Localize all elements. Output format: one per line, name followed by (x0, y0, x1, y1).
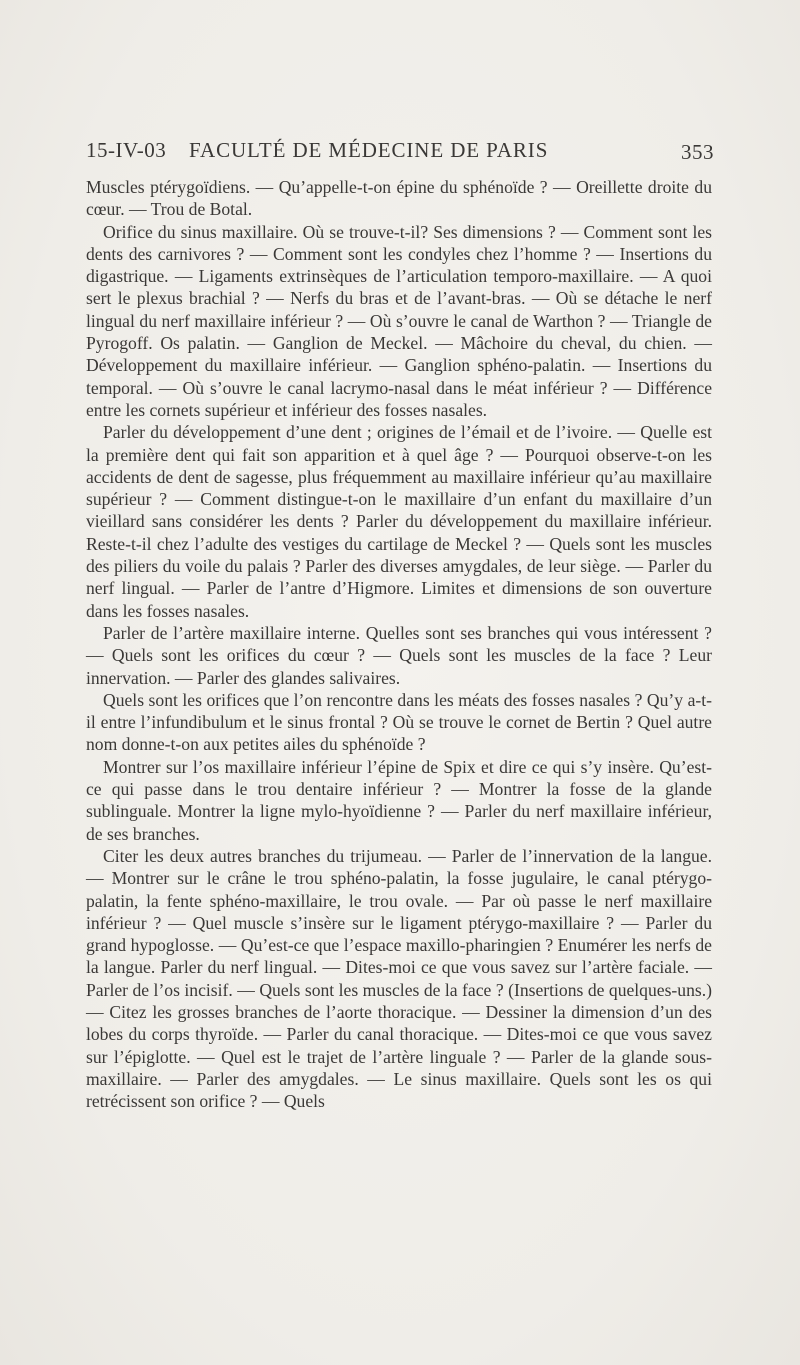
paragraph: Quels sont les orifices que l’on rencontre dans les méats des fosses nasales ? Qu’y a-t-il entre l’infundibulum et le sinus frontal ? Où se trouve le cornet de Bertin ? Quel autre nom donne-t-on aux petites ailes du sphénoïde ? (86, 689, 712, 755)
paragraph: Parler du développement d’une dent ; origines de l’émail et de l’ivoire. — Quelle est la première dent qui fait son apparition et à quel âge ? — Pourquoi observe-t-on les accidents de dent de sagesse, plus fréquemment au maxillaire inférieur qu’au maxillaire supérieur ? — Comment distingue-t-on le maxillaire d’un enfant du maxillaire d’un vieillard sans considérer les dents ? Parler du développement du maxillaire inférieur. Reste-t-il chez l’adulte des vestiges du cartilage de Meckel ? — Quels sont les muscles des piliers du voile du palais ? Parler des diverses amygdales, de leur siège. — Parler du nerf lingual. — Parler de l’antre d’Higmore. Limites et dimensions de son ouverture dans les fosses nasales. (86, 422, 712, 621)
body-text (86, 176, 712, 1112)
running-title: FACULTÉ DE MÉDECINE DE PARIS (189, 138, 549, 162)
paragraph: Montrer sur l’os maxillaire inférieur l’épine de Spix et dire ce qui s’y insère. Qu’est-ce qui passe dans le trou dentaire inférieur ? — Montrer la fosse de la glande sublinguale. Montrer la ligne mylo-hyoïdienne ? — Parler du nerf maxillaire inférieur, de ses branches. (86, 756, 712, 844)
page-header (86, 138, 714, 168)
paragraph: Orifice du sinus maxillaire. Où se trouve-t-il? Ses dimensions ? — Comment sont les dents des carnivores ? — Comment sont les condyles chez l’homme ? — Insertions du digastrique. — Ligaments extrinsèques de l’articulation temporo-maxillaire. — A quoi sert le plexus brachial ? — Nerfs du bras et de l’avant-bras. — Où se détache le nerf lingual du nerf maxillaire inférieur ? — Où s’ouvre le canal de Warthon ? — Triangle de Pyrogoff. Os palatin. — Ganglion de Meckel. — Mâchoire du cheval, du chien. — Développement du maxillaire inférieur. — Ganglion sphéno-palatin. — Insertions du temporal. — Où s’ouvre le canal lacrymo-nasal dans le méat inférieur ? — Différence entre les cornets supérieur et inférieur des fosses nasales. (86, 221, 712, 420)
paragraph: Parler de l’artère maxillaire interne. Quelles sont ses branches qui vous intéressent ? — Quels sont les orifices du cœur ? — Quels sont les muscles de la face ? Leur innervation. — Parler des glandes salivaires. (86, 622, 712, 688)
paragraph: Citer les deux autres branches du trijumeau. — Parler de l’innervation de la langue. — Montrer sur le crâne le trou sphéno-palatin, la fosse jugulaire, le canal ptérygo-palatin, la fente sphéno-maxillaire, le trou ovale. — Par où passe le nerf maxillaire inférieur ? — Quel muscle s’insère sur le ligament ptérygo-maxillaire ? — Parler du grand hypoglosse. — Qu’est-ce que l’espace maxillo-pharingien ? Enumérer les nerfs de la langue. Parler du nerf lingual. — Dites-moi ce que vous savez sur l’artère faciale. — Parler de l’os incisif. — Quels sont les muscles de la face ? (Insertions de quelques-uns.) — Citez les grosses branches de l’aorte thoracique. — Dessiner la dimension d’un des lobes du corps thyroïde. — Parler du canal thoracique. — Dites-moi ce que vous savez sur l’épiglotte. — Quel est le trajet de l’artère linguale ? — Parler de la glande sous-maxillaire. — Parler des amygdales. — Le sinus maxillaire. Quels sont les os qui retrécissent son orifice ? — Quels (86, 845, 712, 1112)
page-number: 353 (681, 140, 714, 164)
session-date: 15-IV-03 (86, 138, 167, 162)
paragraph: Muscles ptérygoïdiens. — Qu’appelle-t-on épine du sphénoïde ? — Oreillette droite du cœur. — Trou de Botal. (86, 177, 712, 220)
